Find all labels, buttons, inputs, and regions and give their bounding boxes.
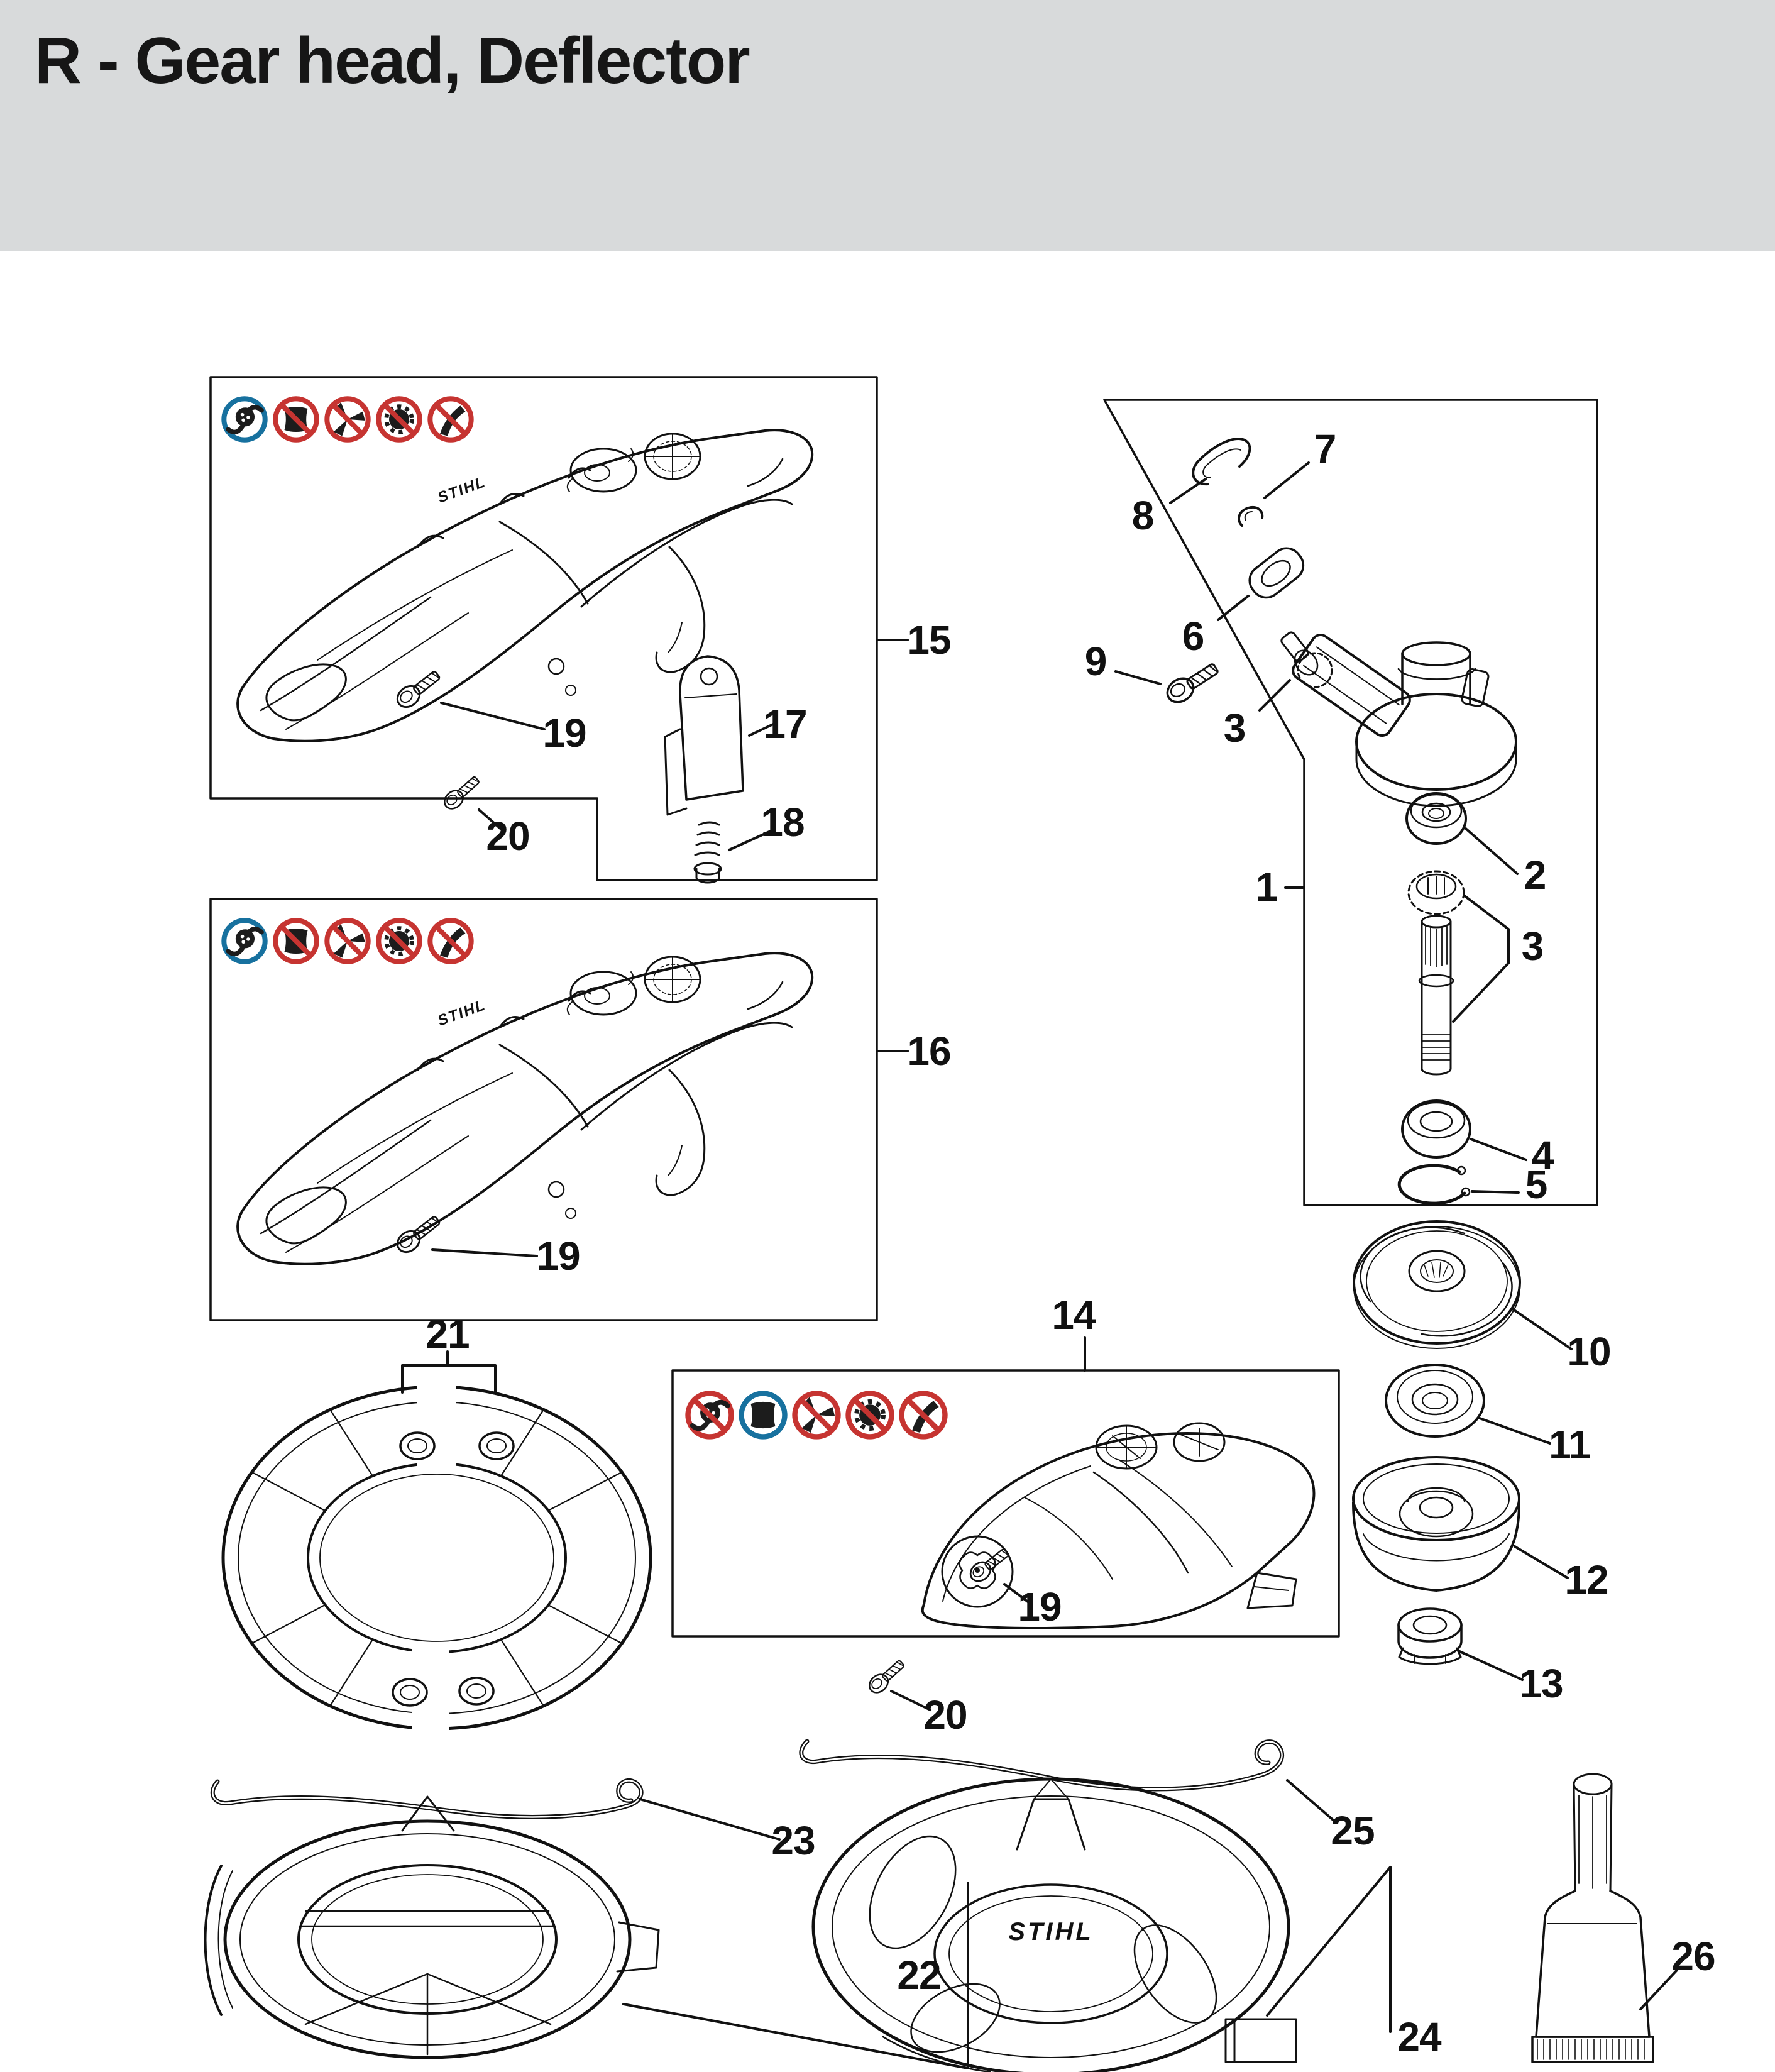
saw-blade-icon-prohibited xyxy=(376,396,422,443)
screw-20a xyxy=(441,773,482,813)
part-label-20b[interactable]: 20 xyxy=(923,1692,967,1738)
shaft-3 xyxy=(1419,916,1453,1074)
part-label-20a[interactable]: 20 xyxy=(486,813,530,859)
bracket-17 xyxy=(665,656,743,815)
part-label-4[interactable]: 4 xyxy=(1531,1133,1554,1178)
part-label-24[interactable]: 24 xyxy=(1397,2014,1441,2059)
pinion-3 xyxy=(1280,631,1332,687)
deflector-two-line-bottom xyxy=(238,953,812,1264)
part-label-6[interactable]: 6 xyxy=(1182,614,1204,659)
part-label-26[interactable]: 26 xyxy=(1671,1934,1715,1979)
spring-screw-18 xyxy=(695,822,721,883)
box-gear-head xyxy=(1104,400,1597,1205)
part-label-17[interactable]: 17 xyxy=(763,702,807,747)
screw-9 xyxy=(1163,658,1221,707)
gear-head-housing-1 xyxy=(1290,631,1516,806)
part-label-25[interactable]: 25 xyxy=(1331,1808,1375,1853)
gear-3 xyxy=(1409,871,1464,914)
part-label-2[interactable]: 2 xyxy=(1524,852,1546,898)
safety-icon-row-deflector-box-14 xyxy=(685,1391,948,1440)
collar-nut-13 xyxy=(1399,1609,1461,1664)
bearing-4 xyxy=(1402,1101,1470,1157)
saw-blade-icon-prohibited xyxy=(376,918,422,964)
grease-tube-26 xyxy=(1532,1774,1653,2062)
part-label-9[interactable]: 9 xyxy=(1084,639,1107,684)
thrust-cup-12 xyxy=(1353,1457,1519,1590)
part-label-14[interactable]: 14 xyxy=(1052,1292,1096,1338)
part-label-22[interactable]: 22 xyxy=(897,1953,941,1998)
part-label-18[interactable]: 18 xyxy=(761,800,805,845)
bushing-6 xyxy=(1244,543,1310,604)
deflector-logo-1: STIHL xyxy=(435,473,488,507)
part-label-13[interactable]: 13 xyxy=(1519,1661,1563,1706)
part-label-3b[interactable]: 3 xyxy=(1521,923,1544,969)
part-label-12[interactable]: 12 xyxy=(1564,1557,1608,1602)
part-label-15[interactable]: 15 xyxy=(907,617,951,663)
shredder-blade-icon-allowed xyxy=(739,1391,788,1440)
mowing-head-icon-allowed xyxy=(221,396,268,443)
grass-blade-icon-prohibited xyxy=(324,396,371,443)
limit-stop-21 xyxy=(223,1377,651,1736)
brush-knife-icon-prohibited xyxy=(427,918,474,964)
rider-plate-10 xyxy=(1354,1221,1520,1348)
clip-7 xyxy=(1239,507,1262,526)
brush-knife-icon-prohibited xyxy=(899,1391,948,1440)
part-label-3a[interactable]: 3 xyxy=(1223,705,1246,751)
mowing-head-icon-allowed xyxy=(221,918,268,964)
mowing-head-icon-prohibited xyxy=(685,1391,734,1440)
part-label-1[interactable]: 1 xyxy=(1255,864,1278,910)
part-label-19c[interactable]: 19 xyxy=(1018,1584,1062,1629)
part-label-19a[interactable]: 19 xyxy=(542,710,586,756)
part-label-21[interactable]: 21 xyxy=(426,1311,470,1357)
shredder-blade-icon-prohibited xyxy=(273,918,319,964)
bearing-2 xyxy=(1407,793,1466,844)
oval-deflector-22 xyxy=(206,1797,659,2058)
shredder-blade-icon-prohibited xyxy=(273,396,319,443)
part-label-23[interactable]: 23 xyxy=(771,1818,815,1863)
part-label-5[interactable]: 5 xyxy=(1525,1162,1547,1207)
deflector-logo-2: STIHL xyxy=(435,996,488,1030)
part-label-8[interactable]: 8 xyxy=(1131,493,1154,538)
deflector-logo-3: STIHL xyxy=(1008,1918,1094,1946)
grass-blade-icon-prohibited xyxy=(792,1391,841,1440)
circlip-5 xyxy=(1399,1166,1470,1203)
part-label-19b[interactable]: 19 xyxy=(536,1233,580,1279)
brush-knife-icon-prohibited xyxy=(427,396,474,443)
snap-ring-8 xyxy=(1193,439,1250,484)
deflector-metal-blade xyxy=(923,1423,1314,1628)
wire-25 xyxy=(801,1741,1282,1789)
washer-11 xyxy=(1386,1365,1484,1436)
saw-blade-icon-prohibited xyxy=(845,1391,894,1440)
safety-icon-row-deflector-box-16 xyxy=(221,918,474,964)
part-label-7[interactable]: 7 xyxy=(1314,426,1336,471)
safety-icon-row-deflector-box-15 xyxy=(221,396,474,443)
part-label-16[interactable]: 16 xyxy=(907,1028,951,1074)
page-title: R - Gear head, Deflector xyxy=(35,25,749,97)
part-label-10[interactable]: 10 xyxy=(1567,1329,1611,1374)
part-label-11[interactable]: 11 xyxy=(1549,1422,1590,1467)
screw-19a xyxy=(393,666,443,711)
screw-20b xyxy=(866,1657,907,1697)
grass-blade-icon-prohibited xyxy=(324,918,371,964)
